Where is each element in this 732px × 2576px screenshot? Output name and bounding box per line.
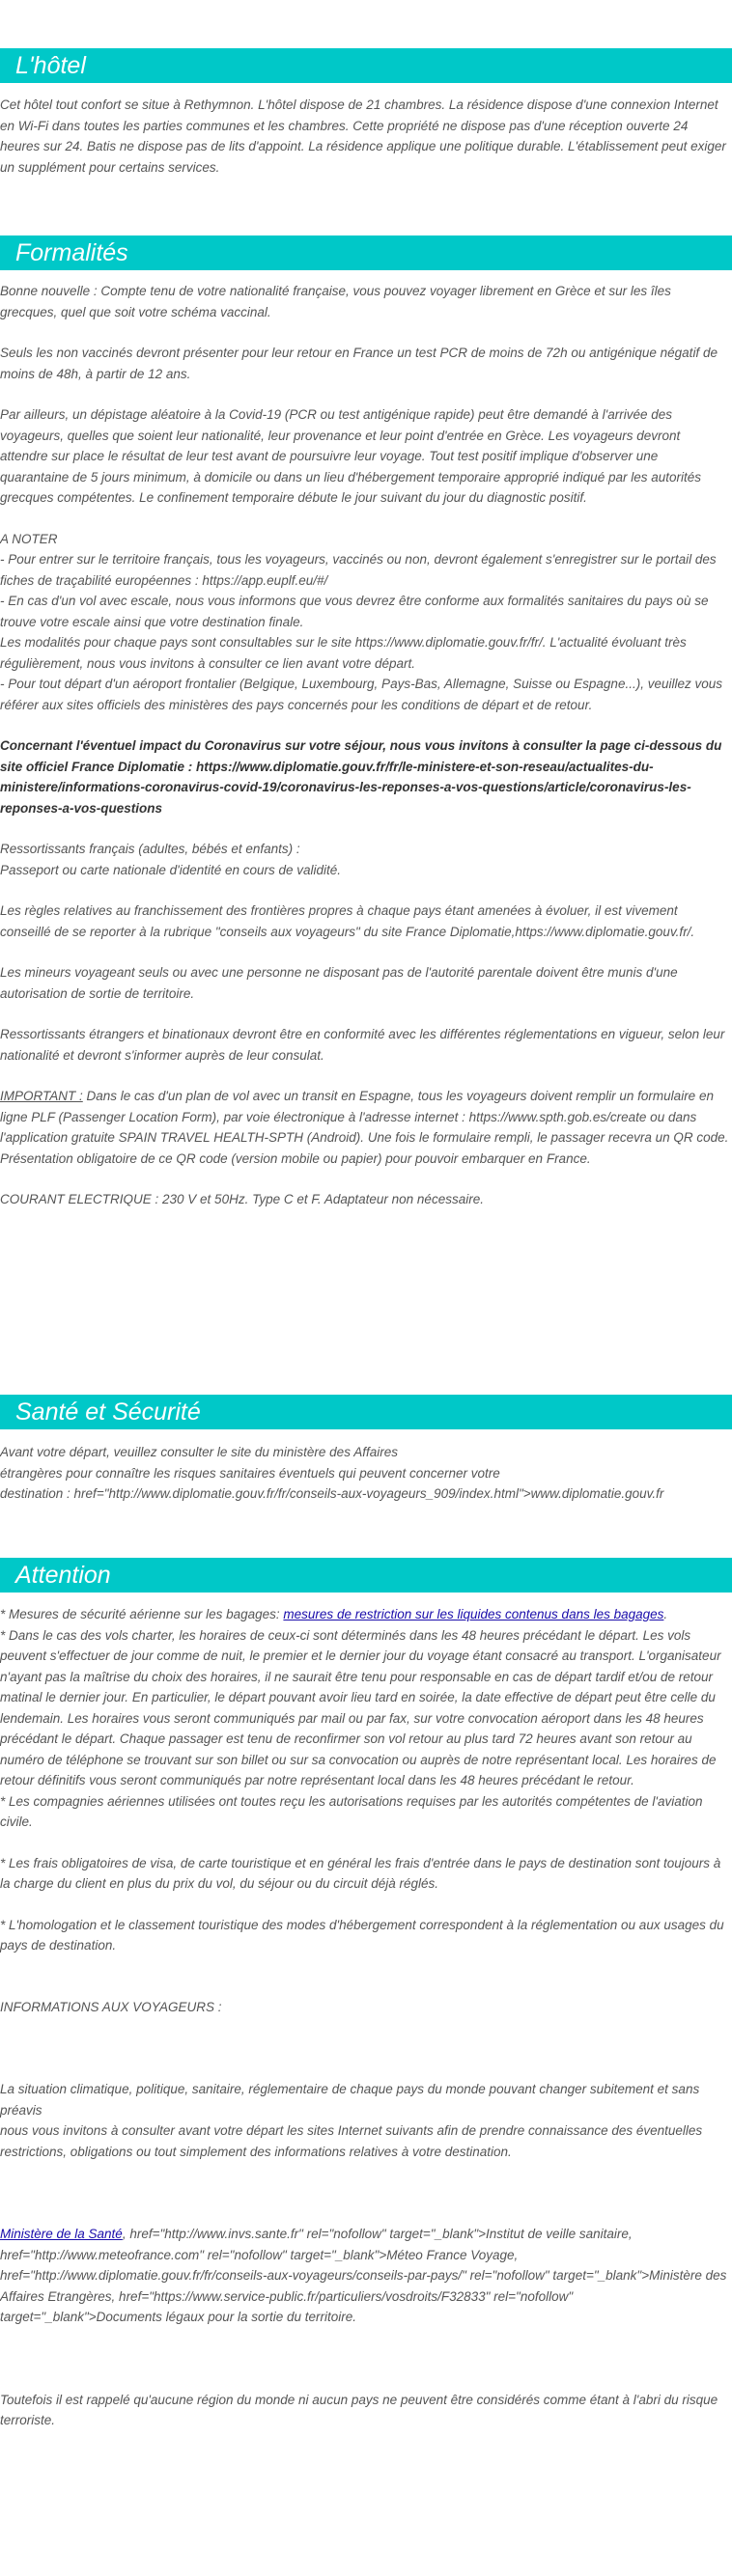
hotel-description [0, 95, 730, 178]
regles-frontieres: Les règles relatives au franchissement des frontières propres à chaque pays étant amenées à évoluer, il est vivement conseillé de se reporter à la rubrique "conseils aux voyageurs" du site France Diplomatie,https://www.diplomatie.gouv.fr/. [0, 903, 695, 939]
info-line-1: La situation climatique, politique, sanitaire, réglementaire de chaque pays du monde pouvant changer subitement et sans préavis [0, 2082, 700, 2118]
attention-item-5: * L'homologation et le classement touristique des modes d'hébergement correspondent à la réglementation ou aux usages du pays de destination. [0, 1917, 724, 1953]
section-title-hotel: L'hôtel [15, 52, 86, 79]
section-title-sante: Santé et Sécurité [15, 1399, 201, 1426]
section-title-formalites: Formalités [15, 239, 128, 266]
ministere-sante-link[interactable]: Ministère de la Santé [0, 2227, 123, 2241]
ressortissants-line-1: Ressortissants français (adultes, bébés et enfants) : [0, 842, 300, 856]
attention-item-1-suffix: . [663, 1607, 668, 1621]
sante-line-3: destination : href="http://www.diplomatie.gouv.fr/fr/conseils-aux-voyageurs_909/index.html">www.diplomatie.gouv.fr [0, 1486, 664, 1501]
formalites-p2: Seuls les non vaccinés devront présenter pour leur retour en France un test PCR de moins de 72h ou antigénique négatif de moins de 48h, à partir de 12 ans. [0, 346, 718, 381]
note-3: Les modalités pour chaque pays sont consultables sur le site https://www.diplomatie.gouv.fr/fr/. L'actualité évoluant très régulièrement, nous vous invitons à consulter ce lien avant votre départ. [0, 635, 687, 671]
attention-item-1-prefix: * Mesures de sécurité aérienne sur les bagages: [0, 1607, 284, 1621]
ressortissants-line-2: Passeport ou carte nationale d'identité en cours de validité. [0, 862, 342, 877]
section-header-sante [0, 1395, 732, 1429]
covid-notice: Concernant l'éventuel impact du Coronavirus sur votre séjour, nous vous invitons à consulter la page ci-dessous du site officiel France Diplomatie : https://www.diplomatie.gouv.fr/fr/le-ministere-et-son-reseau/actualites-du-ministere/informations-coronavirus-covid-19/coronavirus-les-reponses-a-vos-questions/article/coronavirus-les-reponses-a-vos-questions [0, 738, 722, 816]
note-title: A NOTER [0, 531, 58, 546]
section-title-attention: Attention [15, 1562, 111, 1589]
terrorism-notice: Toutefois il est rappelé qu'aucune région du monde ni aucun pays ne peuvent être considérés comme étant à l'abri du risque terroriste. [0, 2392, 718, 2427]
important-label: IMPORTANT : [0, 1089, 83, 1103]
important-notice [0, 1086, 730, 1169]
liquids-restriction-link[interactable]: mesures de restriction sur les liquides contenus dans les bagages [283, 1607, 664, 1621]
attention-item-1 [0, 1604, 730, 1625]
section-header-hotel [0, 48, 732, 83]
sante-content [0, 1442, 730, 1505]
formalites-p3: Par ailleurs, un dépistage aléatoire à la Covid-19 (PCR ou test antigénique rapide) peut être demandé à l'arrivée des voyageurs, quelles que soient leur nationalité, leur provenance et leur point d'entrée en Grèce. Les voyageurs devront attendre sur place le résultat de leur test avant de poursuivre leur voyage. Tout test positif implique d'observer une quarantaine de 5 jours minimum, à domicile ou dans un lieu d'hébergement temporaire approprié indiqué par les autorités grecques compétentes. Le confinement temporaire débute le jour suivant du jour du diagnostic positif. [0, 407, 702, 505]
hotel-text: Cet hôtel tout confort se situe à Rethymnon. L'hôtel dispose de 21 chambres. La résidence dispose d'une connexion Internet en Wi-Fi dans toutes les parties communes et les chambres. Cette propriété ne dispose pas d'une réception ouverte 24 heures sur 24. Batis ne dispose pas de lits d'appoint. La résidence applique une politique durable. L'établissement peut exiger un supplément pour certains services. [0, 97, 726, 175]
attention-item-3: * Les compagnies aériennes utilisées ont toutes reçu les autorisations requises par les autorités compétentes de l'aviation civile. [0, 1793, 703, 1829]
sante-line-1: Avant votre départ, veuillez consulter le site du ministère des Affaires [0, 1445, 398, 1459]
info-title: INFORMATIONS AUX VOYAGEURS : [0, 1999, 222, 2014]
formalites-content [0, 281, 730, 1210]
etrangers-notice: Ressortissants étrangers et binationaux devront être en conformité avec les différentes réglementations en vigueur, selon leur nationalité et devront s'informer auprès de leur consulat. [0, 1027, 725, 1063]
section-header-attention [0, 1558, 732, 1593]
important-text: Dans le cas d'un plan de vol avec un transit en Espagne, tous les voyageurs doivent remplir un formulaire en ligne PLF (Passenger Location Form), par voie électronique à l'adresse internet : https://www.spth.gob.es/create ou dans l'application gratuite SPAIN TRAVEL HEALTH-SPTH (Android). Une fois le formulaire rempli, le passager recevra un QR code. Présentation obligatoire de ce QR code (version mobile ou papier) pour pouvoir embarquer en France. [0, 1089, 729, 1166]
useful-links-text: , href="http://www.invs.sante.fr" rel="nofollow" target="_blank">Institut de veille sanitaire, href="http://www.meteofrance.com" rel="nofollow" target="_blank">Méteo France Voyage, href="http://www.diplomatie.gouv.fr/fr/conseils-aux-voyageurs/conseils-par-pays/" rel="nofollow" target="_blank">Ministère des Affaires Etrangères, href="https://www.service-public.fr/particuliers/vosdroits/F32833" rel="nofollow" target="_blank">Documents légaux pour la sortie du territoire. [0, 2227, 727, 2324]
note-2: - En cas d'un vol avec escale, nous vous informons que vous devrez être conforme aux formalités sanitaires du pays où se trouve votre escale ainsi que votre destination finale. [0, 594, 709, 629]
note-1: - Pour entrer sur le territoire français, tous les voyageurs, vaccinés ou non, devront également s'enregistrer sur le portail des fiches de traçabilité européennes : https://app.euplf.eu/#/ [0, 552, 717, 588]
attention-content [0, 1604, 730, 2431]
attention-item-4: * Les frais obligatoires de visa, de carte touristique et en général les frais d'entrée dans le pays de destination sont toujours à la charge du client en plus du prix du vol, du séjour ou du circuit déjà réglés. [0, 1855, 721, 1891]
courant-electrique: COURANT ELECTRIQUE : 230 V et 50Hz. Type C et F. Adaptateur non nécessaire. [0, 1192, 484, 1206]
useful-links [0, 2224, 730, 2328]
attention-item-2: * Dans le cas des vols charter, les horaires de ceux-ci sont déterminés dans les 48 heures précédant le départ. Les vols peuvent s'effectuer de jour comme de nuit, le premier et le dernier jour du voyage étant consacré au transport. L'organisateur n'ayant pas la maîtrise du choix des horaires, il ne saurait être tenu pour responsable en cas de départ tardif et/ou de retour matinal le dernier jour. En particulier, le départ pouvant avoir lieu tard en soirée, la date effective de départ peut être celle du lendemain. Les horaires vous seront communiqués par mail ou par fax, sur votre convocation aéroport dans les 48 heures précédant le départ. Chaque passager est tenu de reconfirmer son vol retour au plus tard 72 heures avant son retour au numéro de téléphone se trouvant sur son billet ou sur sa convocation ou auprès de notre représentant local. Les horaires de retour définitifs vous seront communiqués par notre représentant local dans les 48 heures précédant le retour. [0, 1627, 721, 1787]
note-4: - Pour tout départ d'un aéroport frontalier (Belgique, Luxembourg, Pays-Bas, Allemagne, Suisse ou Espagne...), veuillez vous référer aux sites officiels des ministères des pays concernés pour les conditions de départ et de retour. [0, 677, 722, 712]
mineurs-notice: Les mineurs voyageant seuls ou avec une personne ne disposant pas de l'autorité parentale doivent être munis d'une autorisation de sortie de territoire. [0, 965, 678, 1001]
section-header-formalites [0, 235, 732, 270]
sante-line-2: étrangères pour connaître les risques sanitaires éventuels qui peuvent concerner votre [0, 1465, 500, 1481]
info-line-2: nous vous invitons à consulter avant votre départ les sites Internet suivants afin de prendre connaissance des éventuelles restrictions, obligations ou tout simplement des informations relatives à votre destination. [0, 2123, 703, 2159]
formalites-p1: Bonne nouvelle : Compte tenu de votre nationalité française, vous pouvez voyager librement en Grèce et sur les îles grecques, quel que soit votre schéma vaccinal. [0, 284, 671, 319]
